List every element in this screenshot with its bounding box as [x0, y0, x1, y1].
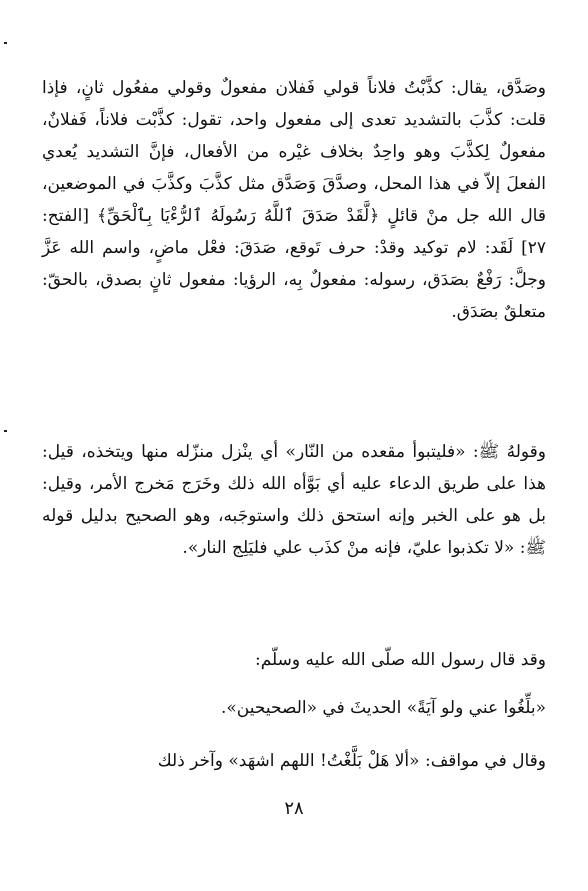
- hadith-quote-line: «بلِّغُوا عني ولو آيَةً» الحديثَ في «الصحيحين».: [221, 698, 546, 718]
- closing-line: وقال في مواقف: «ألا هَلْ بَلَّغْتُ! اللهم اشهَد» وآخر ذلك: [157, 751, 546, 771]
- margin-mark: [4, 42, 7, 44]
- paragraph-hadith-commentary: وقولهُ ﷺ: «فليتبوأ مقعده من النّار» أي ينْزل منزّله منها ويتخذه، قيل: هذا على طريق الدعاء عليه أي بَوَّأه الله ذلك وخَرَج مَخرج الأمر، وقيل: بل هو على الخبر وإنه استحق ذلك واستوجَبه، وهو الصحيح بدليل قوله ﷺ: «لا تكذبوا عليّ، فإنه منْ كذَب علي فليَلِج النار».: [42, 442, 546, 558]
- paragraph-grammar-explanation: وصَدَّق، يقال: كذَّبْتُ فلاناً قولي فَفلان مفعولٌ وقولي مفعُول ثانٍ، فإذا قلت: كذَّبَ بالتشديد تعدى إلى مفعول واحد، تقول: كذَّبْت فلاناً، فَفلانٌ، مفعولٌ لِكذَّبَ وهو واحِدٌ بخلاف غيْره من الأفعال، فإنَّ التشديد يُعدي الفعلَ إلاّ في هذا المحل، وصدَّقَ وَصَدَّق مثل كذَّبَ وكذَّبَ في الموضعين، قال الله جل منْ قائلٍ ﴿لَّقَدْ صَدَقَ ٱللَّهُ رَسُولَهُ ٱلرُّءْيَا بِٱلْحَقِّ﴾ [الفتح: ٢٧] لَقَد: لام توكيد وقدْ: حرف تَوقع، صَدَقَ: فعْل ماضٍ، واسم الله عَزَّ وجلَّ: رَفْعٌ بصَدَق، رسوله: مفعولٌ بِه، الرؤيا: مفعول ثانٍ بصدق، بالحقّ: متعلقٌ بصَدَق.: [42, 78, 546, 322]
- margin-mark: [4, 430, 7, 432]
- page-number: ٢٨: [284, 798, 304, 819]
- narration-intro-line: وقد قال رسول الله صلّى الله عليه وسلّم:: [255, 650, 546, 670]
